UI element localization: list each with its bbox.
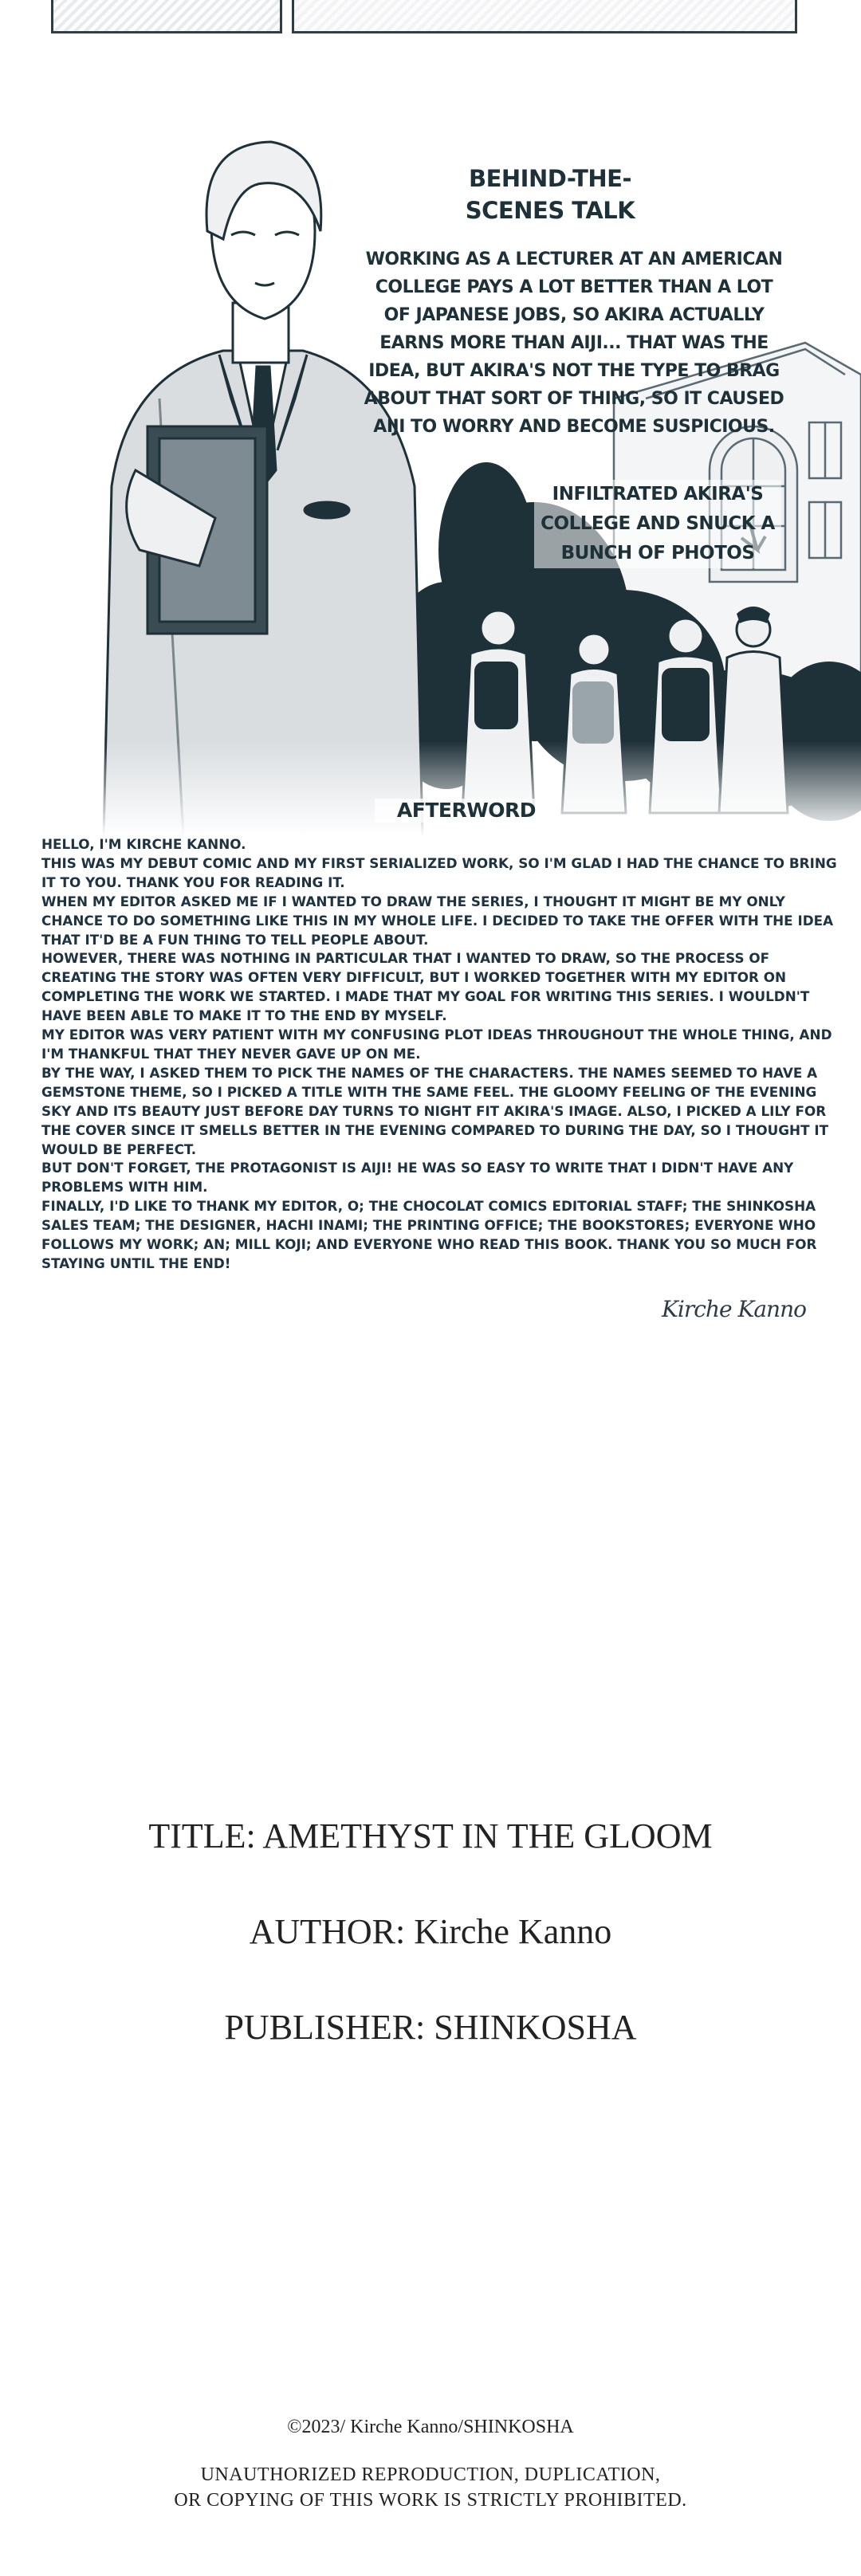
afterword-paragraph: HELLO, I'M KIRCHE KANNO. xyxy=(41,836,246,852)
afterword-text xyxy=(41,835,847,1274)
afterword-paragraph: THIS WAS MY DEBUT COMIC AND MY FIRST SERIALIZED WORK, SO I'M GLAD I HAD THE CHANCE TO BRING IT TO YOU. THANK YOU FOR READING IT. xyxy=(41,854,837,890)
book-title: TITLE: AMETHYST IN THE GLOOM xyxy=(148,1816,713,1855)
author-signature: Kirche Kanno xyxy=(662,1296,806,1322)
reproduction-notice-line2: OR COPYING OF THIS WORK IS STRICTLY PROHIBITED. xyxy=(174,2490,687,2511)
afterword-title: AFTERWORD xyxy=(375,799,558,823)
bts-title-line1: BEHIND-THE- xyxy=(468,165,632,192)
book-author: AUTHOR: Kirche Kanno xyxy=(249,1912,612,1951)
copyright-line: ©2023/ Kirche Kanno/SHINKOSHA xyxy=(287,2417,574,2437)
afterword-paragraph: HOWEVER, THERE WAS NOTHING IN PARTICULAR THAT I WANTED TO DRAW, SO THE PROCESS OF CREATING THE STORY WAS OFTEN VERY DIFFICULT, BUT I WORKED TOGETHER WITH MY EDITOR ON COMPLETING THE WORK WE STARTED. I MADE THAT MY GOAL FOR WRITING THIS SERIES. I WOULDN'T HAVE BEEN ABLE TO MAKE IT TO THE END BY MYSELF. xyxy=(41,950,810,1024)
behind-the-scenes-text: WORKING AS A LECTURER AT AN AMERICAN COLLEGE PAYS A LOT BETTER THAN A LOT OF JAPANESE JOBS, SO AKIRA ACTUALLY EARNS MORE THAN AIJI... THAT WAS THE IDEA, BUT AKIRA'S NOT THE TYPE TO BRAG ABOUT THAT SORT OF THING, SO IT CAUSED AIJI TO WORRY AND BECOME SUSPICIOUS. xyxy=(364,249,784,437)
reproduction-notice-line1: UNAUTHORIZED REPRODUCTION, DUPLICATION, xyxy=(200,2464,661,2485)
previous-panel-left xyxy=(51,0,282,33)
afterword-paragraph: BY THE WAY, I ASKED THEM TO PICK THE NAMES OF THE CHARACTERS. THE NAMES SEEMED TO HAVE A GEMSTONE THEME, SO I PICKED A TITLE WITH THE SAME FEEL. THE GLOOMY FEELING OF THE EVENING SKY AND ITS BEAUTY JUST BEFORE DAY TURNS TO NIGHT FIT AKIRA'S IMAGE. ALSO, I PICKED A LILY FOR THE COVER SINCE IT SMELLS BETTER IN THE EVENING COMPARED TO DURING THE DAY, SO I THOUGHT IT WOULD BE PERFECT. xyxy=(41,1064,829,1157)
behind-the-scenes-title xyxy=(446,163,654,226)
afterword-paragraph: FINALLY, I'D LIKE TO THANK MY EDITOR, O; THE CHOCOLAT COMICS EDITORIAL STAFF; THE SHINKOSHA SALES TEAM; THE DESIGNER, HACHI INAMI; THE PRINTING OFFICE; THE BOOKSTORES; EVERYONE WHO FOLLOWS MY WORK; AN; MILL KOJI; AND EVERYONE WHO READ THIS BOOK. THANK YOU SO MUCH FOR STAYING UNTIL THE END! xyxy=(41,1198,817,1271)
afterword-paragraph: BUT DON'T FORGET, THE PROTAGONIST IS AIJI! HE WAS SO EASY TO WRITE THAT I DIDN'T HAVE ANY PROBLEMS WITH HIM. xyxy=(41,1160,794,1196)
previous-panel-right xyxy=(292,0,797,33)
afterword-paragraph: MY EDITOR WAS VERY PATIENT WITH MY CONFUSING PLOT IDEAS THROUGHOUT THE WHOLE THING, AND I'M THANKFUL THAT THEY NEVER GAVE UP ON ME. xyxy=(41,1027,832,1062)
photo-caption: INFILTRATED AKIRA'S COLLEGE AND SNUCK A BUNCH OF PHOTOS xyxy=(534,480,781,568)
book-publisher: PUBLISHER: SHINKOSHA xyxy=(224,2008,637,2047)
afterword-paragraph: WHEN MY EDITOR ASKED ME IF I WANTED TO DRAW THE SERIES, I THOUGHT IT MIGHT BE MY ONLY CHANCE TO DO SOMETHING LIKE THIS IN MY WHOLE LIFE. I DECIDED TO TAKE THE OFFER WITH THE IDEA THAT IT'D BE A FUN THING TO TELL PEOPLE ABOUT. xyxy=(41,893,834,948)
bts-title-line2: SCENES TALK xyxy=(465,197,635,224)
